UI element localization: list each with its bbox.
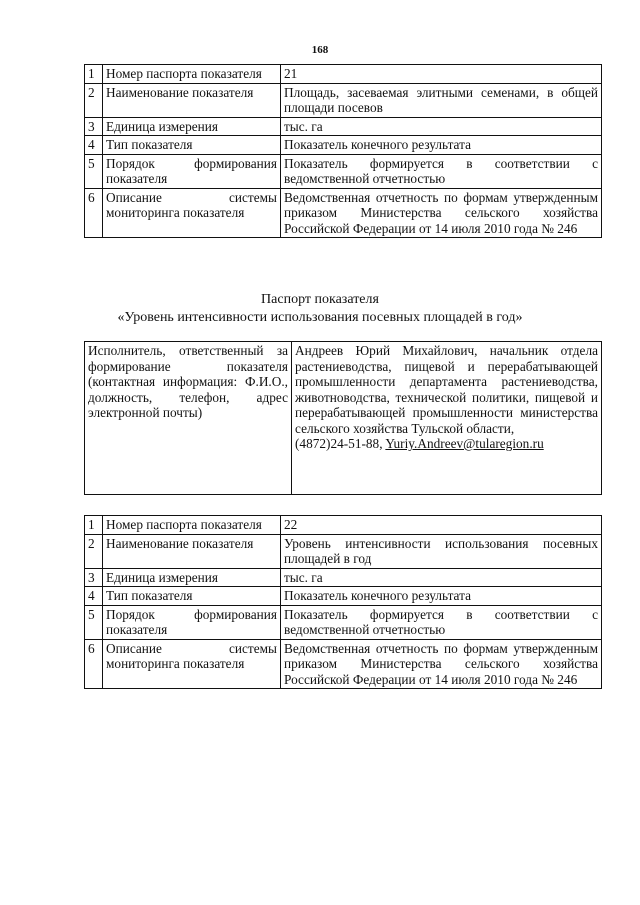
row-label: Наименование показателя bbox=[103, 534, 281, 568]
row-label: Номер паспорта показателя bbox=[103, 65, 281, 84]
row-number: 3 bbox=[85, 568, 103, 587]
row-label: Наименование показателя bbox=[103, 83, 281, 117]
row-value: 22 bbox=[281, 516, 602, 535]
table-row bbox=[85, 516, 602, 535]
row-value: 21 bbox=[281, 65, 602, 84]
executor-contacts bbox=[295, 436, 598, 452]
page-number: 168 bbox=[311, 44, 329, 56]
executor-table bbox=[84, 341, 602, 495]
table-row bbox=[85, 639, 602, 689]
row-number: 3 bbox=[85, 117, 103, 136]
row-value: Ведомственная отчетность по формам утвержденным приказом Министерства сельского хозяйства Российской Федерации от 14 июля 2010 года № 246 bbox=[281, 188, 602, 238]
row-value: Ведомственная отчетность по формам утвержденным приказом Министерства сельского хозяйства Российской Федерации от 14 июля 2010 года № 246 bbox=[281, 639, 602, 689]
row-value: Уровень интенсивности использования посевных площадей в год bbox=[281, 534, 602, 568]
row-label: Порядок формирования показателя bbox=[103, 154, 281, 188]
executor-value bbox=[292, 342, 602, 495]
table-row bbox=[85, 154, 602, 188]
row-label: Единица измерения bbox=[103, 117, 281, 136]
row-number: 4 bbox=[85, 136, 103, 155]
row-number: 1 bbox=[85, 516, 103, 535]
row-value: тыс. га bbox=[281, 117, 602, 136]
table-row bbox=[85, 136, 602, 155]
row-value: Показатель формируется в соответствии с ведомственной отчетностью bbox=[281, 154, 602, 188]
row-value: Показатель формируется в соответствии с ведомственной отчетностью bbox=[281, 605, 602, 639]
executor-info: Андреев Юрий Михайлович, начальник отдела растениеводства, пищевой и перерабатывающей промышленности департамента растениеводства, животноводства, технической политики, пищевой и перерабатывающей промышленности министерства сельского хозяйства Тульской области, bbox=[295, 343, 598, 436]
executor-email[interactable]: Yuriy.Andreev@tularegion.ru bbox=[385, 436, 544, 451]
table-row bbox=[85, 534, 602, 568]
row-number: 5 bbox=[85, 605, 103, 639]
passport-subtitle: «Уровень интенсивности использования посевных площадей в год» bbox=[117, 310, 523, 325]
row-number: 5 bbox=[85, 154, 103, 188]
row-label: Единица измерения bbox=[103, 568, 281, 587]
table-row bbox=[85, 117, 602, 136]
table-row bbox=[85, 65, 602, 84]
row-number: 4 bbox=[85, 587, 103, 606]
row-label: Описание системы мониторинга показателя bbox=[103, 188, 281, 238]
row-number: 1 bbox=[85, 65, 103, 84]
executor-label: Исполнитель, ответственный за формирование показателя (контактная информация: Ф.И.О., должность, телефон, адрес электронной почты) bbox=[85, 342, 292, 495]
executor-phone: (4872)24-51-88, bbox=[295, 436, 383, 451]
row-number: 2 bbox=[85, 83, 103, 117]
table-row bbox=[85, 342, 602, 495]
row-number: 6 bbox=[85, 639, 103, 689]
row-number: 2 bbox=[85, 534, 103, 568]
row-value: Показатель конечного результата bbox=[281, 136, 602, 155]
row-label: Тип показателя bbox=[103, 587, 281, 606]
row-value: тыс. га bbox=[281, 568, 602, 587]
table-row bbox=[85, 605, 602, 639]
table-row bbox=[85, 568, 602, 587]
row-value: Площадь, засеваемая элитными семенами, в общей площади посевов bbox=[281, 83, 602, 117]
row-label: Порядок формирования показателя bbox=[103, 605, 281, 639]
indicator-passport-table-21 bbox=[84, 64, 602, 238]
table-row bbox=[85, 587, 602, 606]
indicator-passport-table-22 bbox=[84, 515, 602, 689]
row-label: Описание системы мониторинга показателя bbox=[103, 639, 281, 689]
row-number: 6 bbox=[85, 188, 103, 238]
table-row bbox=[85, 188, 602, 238]
row-label: Тип показателя bbox=[103, 136, 281, 155]
table-row bbox=[85, 83, 602, 117]
row-value: Показатель конечного результата bbox=[281, 587, 602, 606]
row-label: Номер паспорта показателя bbox=[103, 516, 281, 535]
passport-title: Паспорт показателя bbox=[261, 292, 379, 307]
